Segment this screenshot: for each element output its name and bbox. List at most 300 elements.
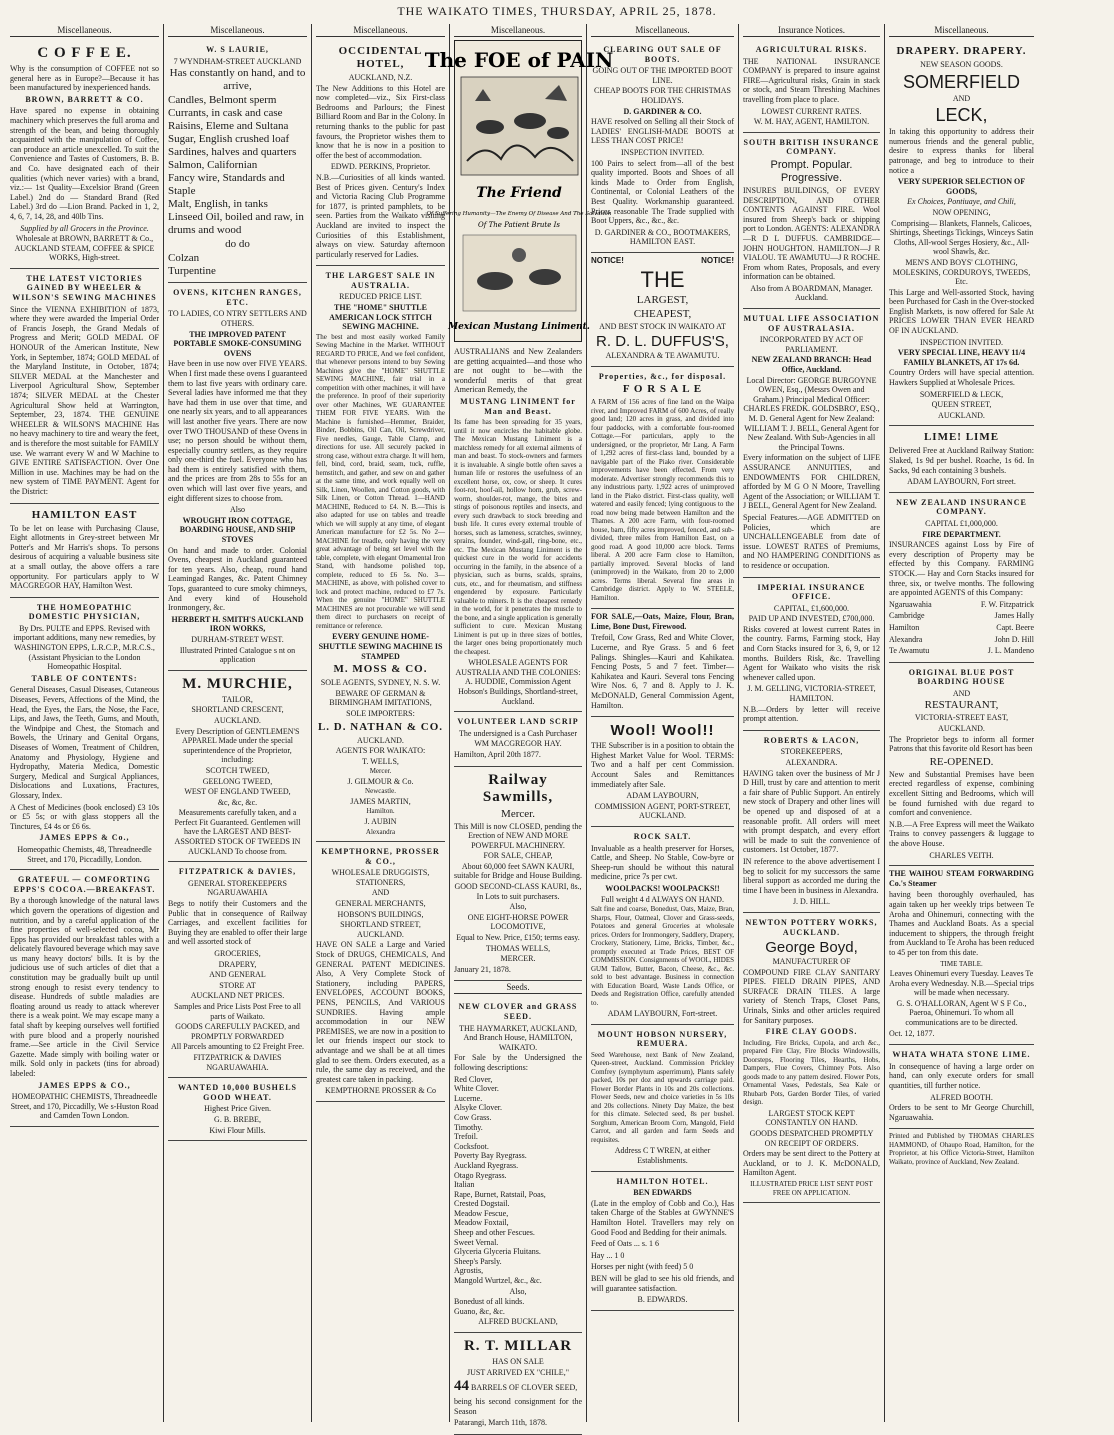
poster-line: Of Suffering Humanity—The Enemy Of Disease And The Salvation: [426, 211, 612, 217]
ad-name: D. GARDINER & CO.: [623, 106, 702, 116]
ad-body: Seed Warehouse, next Bank of New Zealand, Queen-street, Auckland. Commission Prickley Comfrey (symphytum asperrimum), Plants safely packed, 10s per doz and upwards carriage paid. Flower Border Plants in 10s and 20s collections. Flower Seeds, new and choice varieties in 5s 10s and 20s collections. Ninety Day Maize, the best for this climate. Selected seed, 8s per bushel. Sorghum, American Broom Corn, Mangold, Field Carrot, and all garden and farm Seeds and requisites.: [591, 1050, 734, 1144]
ad-title: CLEARING OUT SALE OF BOOTS.: [603, 45, 722, 64]
ad-body: Samples and Price Lists Post Free to all parts of Waikato.: [174, 1001, 301, 1021]
ad-title: ORIGINAL BLUE POST BOARDING HOUSE: [908, 667, 1015, 687]
ad-heading: RE-OPENED.: [929, 755, 994, 768]
ad-city: AUCKLAND, N.Z.: [348, 73, 413, 82]
kempthorne-ad: [316, 842, 445, 1102]
ad-heading: EVERY GENUINE HOME-SHUTTLE SEWING MACHINE IS STAMPED: [318, 632, 443, 661]
notice-left: NOTICE!: [591, 255, 624, 265]
ad-subtitle: GOING OUT OF THE IMPORTED BOOT LINE.: [592, 66, 733, 85]
ad-body: HAVE resolved on Selling all their Stock of LADIES' ENGLISH-MADE BOOTS at LESS THAN COST PRICE!: [591, 117, 734, 146]
agent-name: JAMES MARTIN,: [350, 796, 411, 806]
ad-sign: ADAM LAYBOURN, Fort-street.: [607, 1009, 718, 1019]
ad-title: VOLUNTEER LAND SCRIP: [457, 717, 579, 727]
list-item: do do: [225, 238, 250, 251]
ad-title: MUSTANG LINIMENT for Man and Beast.: [460, 396, 576, 416]
ad-title: DRAPERY. DRAPERY.: [896, 45, 1027, 57]
ad-sign: FITZPATRICK & DAVIES NGARUAWAHIA.: [193, 1052, 282, 1072]
ad-sign: THOMAS WELLS,: [485, 943, 551, 953]
ad-title: L. D. NATHAN & CO.: [317, 720, 444, 733]
ad-sign: D. GARDINER & CO., BOOTMAKERS, HAMILTON EAST.: [594, 227, 731, 247]
ad-body: Invaluable as a health preserver for Horses, Cattle, and Sheep. No Stable, Cow-byre or Sheep-run should be without this natural medicine, price 7s per cwt.: [591, 843, 734, 882]
ad-subtitle: CHEAP BOOTS FOR THE CHRISTMAS HOLIDAYS.: [594, 86, 731, 105]
agent-place: Alexandra: [365, 827, 396, 836]
ad-body: HAS ON SALE: [492, 1357, 544, 1366]
list-item: Rape, Burnet, Ratstail, Poas,: [454, 1189, 546, 1199]
ad-title: Wool! Wool!!: [610, 722, 715, 740]
ad-title: NEWTON POTTERY WORKS, AUCKLAND.: [745, 917, 878, 937]
ad-body: INSURES BUILDINGS, OF EVERY DESCRIPTION, AND OTHER CONTENTS AGAINST FIRE. Wool insured from Sheep's back or shipping port to London. AGENTS: ALEXANDRA—R D L DUFFUS. CAMBRIDGE—JOHN HOUGHTON. HAMILTON—J R VIALOU. TE AWAMUTU—J R ROCHE. From whom Rates, Proposals, and every information can be obtained.: [743, 185, 880, 282]
agent-place: Te Awamutu: [889, 646, 930, 656]
ad-trade: TAILOR,: [222, 694, 253, 704]
ad-name: BEN EDWARDS: [633, 1188, 692, 1198]
ad-title: ROBERTS & LACON,: [763, 735, 860, 745]
agricultural-risks-ad: [743, 40, 880, 133]
masthead: THE WAIKATO TIMES, THURSDAY, APRIL 25, 1878.: [397, 4, 717, 18]
ad-address: DURHAM-STREET WEST.: [191, 634, 284, 644]
ad-body: THE Subscriber is in a position to obtain the Highest Market Value for Wool. TERMS: Two and a half per cent Commission. Account Sales and Remittances immediately after Sale.: [591, 741, 734, 789]
column-5: [586, 24, 738, 1422]
wool-ad: [591, 717, 734, 827]
ad-body: N.B.—Orders by letter will receive prompt attention.: [743, 704, 880, 724]
ad-city: AUCKLAND.: [938, 410, 985, 420]
ad-body: Since the VIENNA EXHIBITION of 1873, where they were awarded the Imperial Order of Francis Joseph, the Grand Medals of Progress and Merit; GOLD MEDAL OF HONOUR of the American Institute, New York, in September, 1874; GOLD MEDAL of the Maryland Institute, in October, 1874; SILVER MEDAL at the Manchester and Liverpool Agricultural Show, September 1874; SILVER MEDAL at the Chester Agricultural Show held at Warrington, September, 23, 1874. THE GENUINE WHEELER & WILSON'S MACHINE Has no heavy machinery to tire and weary the feet, and is therefore the most suitable for FAMILY use. We warrant every W and W Machine to GIVE ENTIRE SATISFACTION. Over One Million in use. Machines may be had on the new system of TIME PAYMENT. Agent for the District:: [10, 304, 159, 496]
list-item: Sweet Vernal.: [454, 1237, 499, 1247]
imprint-text: Printed and Published by THOMAS CHARLES HAMMOND, of Ohaupo Road, Hamilton, for the Proprietor, at his Office Victoria-Street, Hamilton Waikato, province of Auckland, New Zealand.: [889, 1132, 1034, 1166]
largest-label: LARGEST,: [636, 294, 689, 307]
ad-address: THE HAYMARKET, AUCKLAND, And Branch House, HAMILTON, WAIKATO.: [459, 1023, 577, 1052]
table-row: [889, 646, 1034, 656]
column-heading: Miscellaneous.: [168, 24, 307, 37]
and-label: AND: [952, 688, 971, 698]
ad-name: HERBERT H. SMITH'S AUCKLAND IRON WORKS,: [171, 614, 304, 634]
ad-subtitle: WHOLESALE DRUGGISTS, STATIONERS,: [331, 868, 430, 887]
ovens-ad: [168, 283, 307, 671]
column-1: [6, 24, 163, 1422]
ad-heading: WROUGHT IRON COTTAGE, BOARDING HOUSE, AND SHIP STOVES: [179, 515, 296, 545]
agent-place: Hamilton: [889, 622, 920, 632]
price-line: Hay ... 1 0: [591, 1250, 625, 1260]
agent-place: Cambridge: [889, 611, 925, 621]
ad-body: Its fame has been spreading for 35 years, until it now encircles the habitable globe. The Mexican Mustang Liniment is a matchless remedy for all external ailments of man and beast. To stock-owners and farmers it is invaluable. A single bottle often saves a human life or restores the usefulness of an excellent horse, ox, cow, or sheep. It cures foot-rot, hoof-ail, hollow horn, grub, screw-worm, shoulder-rot, mange, the bites and stings of poisonous reptiles and insects, and every such drawback to stock breeding and bush life. It cures every external trouble of horses, such as lameness, scratches, swinney, sprains, founder, wind-gall, ring-bone, etc., etc. The Mexican Mustang Liniment is the quickest cure in the world for accidents occurring in the family, in the absence of a physician, such as burns, scalds, sprains, cuts, etc., and for rheumatism, and stiffness engendered by exposure. Particularly valuable to miners. It is the cheapest remedy in the world, for it penetrates the muscle to the bone, and a single application is generally sufficient to cure. Mexican Mustang Liniment is put up in three sizes of bottles, the larger ones being proportionately much the cheapest.: [454, 418, 582, 656]
agent-place: Newcastle.: [365, 787, 396, 796]
ad-body: Wholesale at BROWN, BARRETT & Co., AUCKLAND STEAM, COFFEE & SPICE WORKS, High-street.: [14, 234, 155, 263]
ad-body: AGENTS FOR WAIKATO:: [335, 746, 426, 756]
list-item: Bonedust of all kinds.: [454, 1297, 525, 1307]
agent-name: J. AUBIN: [364, 816, 397, 826]
price-line: Feed of Oats ... s. 1 6: [591, 1239, 659, 1249]
ad-body: In taking this opportunity to address their numerous friends and the general public, desire to express thanks for liberal patronage, and beg to introduce to their notice a: [889, 127, 1034, 175]
barrels-label: BARRELS OF CLOVER SEED,: [471, 1383, 578, 1393]
mutual-life-ad: [743, 309, 880, 577]
duffus-name: R. D. L. DUFFUS'S,: [596, 333, 729, 351]
section-heading: Seeds.: [454, 981, 582, 994]
ad-body: CAPITAL £1,000,000.: [925, 518, 998, 528]
imperial-insurance-ad: [743, 578, 880, 731]
ad-title: C O F F E E.: [37, 45, 132, 61]
column-heading: Miscellaneous.: [10, 24, 159, 37]
ad-address: COMMISSION AGENT, PORT-STREET, AUCKLAND.: [594, 801, 731, 821]
agent-name: T. WELLS,: [362, 756, 399, 766]
ad-body: Special Features.—AGE ADMITTED on Policies, which are UNCHALLENGEABLE from date of issue. LOWEST RATES of Premiums, and NO HAMPERING CONDITIONS as to residence or occupation.: [743, 512, 880, 570]
list-item: Agrostis,: [454, 1266, 484, 1276]
ad-body: Measurements carefully taken, and a Perfect Fit Guaranteed. Gentlemen will have the LARGEST AND BEST-ASSORTED STOCK OF TWEEDS IN AUCKLAND To choose from.: [174, 808, 301, 856]
ad-body: Supplied by all Grocers in the Province.: [20, 223, 149, 233]
ad-title: ROCK SALT.: [633, 831, 692, 841]
list-item: AUCKLAND NET PRICES.: [190, 991, 285, 1001]
whata-lime-ad: [889, 1045, 1034, 1129]
ad-subtitle: GENERAL STOREKEEPERS NGARUAWAHIA: [188, 878, 287, 898]
ad-title: TABLE OF CONTENTS:: [31, 673, 138, 683]
list-item: Turpentine: [168, 265, 216, 278]
ad-body: having been thoroughly overhauled, has again taken up her weekly trips between Te Aroha and Ohinemuri, connecting with the Thames and Auckland Boats. As a special inducement to shippers, the through freight from Auckland to Te Aroha has been reduced to 45 per ton from this date.: [889, 890, 1034, 957]
agent-place: Mercer.: [369, 767, 392, 776]
ad-title: OCCIDENTAL HOTEL,: [338, 45, 423, 70]
ad-body: All Parcels amounting to £2 Freight Free.: [170, 1042, 305, 1052]
ad-city: AUCKLAND.: [938, 724, 985, 734]
ad-body: IN reference to the above advertisement I beg to solicit for my successors the same liberal support as accorded me during the time I have been in business in Alexandra.: [743, 856, 880, 895]
ad-date: January 21, 1878.: [454, 964, 511, 974]
ad-body: Also,: [509, 902, 527, 912]
ad-body: Every information on the subject of LIFE ASSURANCE ANNUITIES, and ENDOWMENTS FOR CHILDREN, afforded by M G O N Moore, Travelling Agent of the Association; or WILLIAM T. J BELL, General Agent for New Zealand.: [743, 453, 880, 511]
table-row: [889, 635, 1034, 645]
ad-body: being his second consignment for the Season: [454, 1397, 582, 1416]
ad-body: Leaves Ohinemuri every Tuesday. Leaves Te Aroha every Wednesday. N.B.—Special trips will be made when necessary.: [889, 969, 1034, 998]
agent-place: Ngaruawahia: [889, 599, 932, 609]
laurie-ad: [168, 40, 307, 283]
murchie-ad: [168, 671, 307, 863]
ad-title: HAMILTON EAST: [31, 508, 138, 521]
ad-body: INSPECTION INVITED.: [919, 337, 1004, 347]
columns: [6, 24, 1108, 1428]
ad-sign: Also from A BOARDMAN, Manager. Auckland.: [750, 283, 873, 303]
hamilton-hotel-ad: [591, 1172, 734, 1311]
ad-sign: ADAM LAYBOURN,: [626, 791, 699, 801]
ad-body: Full weight 4 d ALWAYS ON HAND.: [601, 894, 724, 904]
ad-body: Orders may be sent direct to the Pottery at Auckland, or to J. K. McDONALD, Hamilton Agent.: [743, 1149, 880, 1178]
list-item: STORE AT: [219, 980, 256, 990]
ad-body: The undersigned is a Cash Purchaser: [459, 728, 577, 738]
ad-title: THE WAIHOU STEAM FORWARDING Co.'s Steamer: [889, 869, 1034, 888]
ad-title: FITZPATRICK & DAVIES,: [178, 867, 297, 877]
list-item: Trefoil.: [454, 1132, 478, 1142]
ad-body: The Proprietor begs to inform all former Patrons that this favorite old Resort has been: [889, 734, 1034, 754]
ad-title: JAMES EPPS & CO.,: [38, 1080, 131, 1090]
ad-body: THE NATIONAL INSURANCE COMPANY is prepared to insure against FIRE—Agricultural risks, Grain in stack or stock, and Steam Threshing Machines travelling from place to place.: [743, 56, 880, 104]
ad-trade: STOREKEEPERS,: [780, 747, 843, 757]
ad-body: The New Additions to this Hotel are now completed—viz., Six First-class Bedrooms and Parlours; the Finest Billiard Room and Bar in the Colony. In returning thanks to the public for past favours, the Proprietor wishes them to know that he is now in a position to offer the best of accommodation.: [316, 83, 445, 160]
ad-title: WANTED 10,000 BUSHELS GOOD WHEAT.: [177, 1083, 298, 1102]
list-item: Linseed Oil, boiled and raw, in drums and wood: [168, 211, 304, 237]
ad-sign: ADAM LAYBOURN, Fort street.: [907, 477, 1016, 487]
ad-body: A Chest of Medicines (book enclosed) £3 10s or £5 5s; or with glass stoppers all the Tinctures, £4 4s or £6 6s.: [10, 802, 159, 831]
land-scrip-ad: [454, 712, 582, 766]
list-item: Cow Grass.: [454, 1112, 492, 1122]
agent-name: James Hally: [994, 611, 1034, 621]
poster-product: Mexican Mustang Liniment.: [448, 322, 590, 332]
ad-sign: J. D. HILL.: [792, 897, 831, 907]
ad-heading: THE IMPROVED PATENT PORTABLE SMOKE-CONSUMING OVENS: [173, 329, 302, 358]
ad-title: THE LATEST VICTORIES GAINED BY WHEELER & WILSON'S SEWING MACHINES: [12, 273, 157, 303]
ad-body: HAVING taken over the business of Mr J D Hill, trust by care and attention to merit a fair share of Public Support. An entirely new stock of Drapery and other lines will be opened up and disposed of at a reasonable profit. All orders will meet with prompt despatch, and every effort will be made to suit the convenience of customers. 1st October, 1877.: [743, 768, 880, 855]
notice-row: [591, 256, 734, 266]
ad-trade: MANUFACTURER OF: [772, 957, 851, 967]
list-item: AND GENERAL: [209, 970, 266, 980]
ad-body: GOODS CAREFULLY PACKED, and PROMPTLY FORWARDED: [175, 1022, 300, 1041]
ad-body: [454, 1378, 582, 1395]
ad-sign: G. B. BREBE,: [214, 1114, 261, 1124]
ad-body: HOMEOPATHIC CHEMISTS, Threadneedle Street, and 170, Piccadilly, We s-Huston Road and Camden Town London.: [10, 1092, 159, 1121]
ad-body: BEWARE OF GERMAN & BIRMINGHAM IMITATIONS,: [329, 688, 432, 708]
ad-place: ALEXANDRA & TE AWAMUTU.: [605, 351, 720, 361]
ad-address: QUEEN STREET,: [931, 400, 992, 410]
ad-title: OVENS, KITCHEN RANGES, ETC.: [173, 288, 302, 307]
ad-address: VICTORIA-STREET EAST,: [914, 713, 1009, 723]
list-item: Timothy.: [454, 1122, 483, 1132]
ad-title: LIME! LIME: [923, 431, 1000, 444]
list-item: GROCERIES,: [214, 949, 261, 958]
list-item: Sugar, English crushed loaf: [168, 133, 290, 146]
ad-body: Delivered Free at Auckland Railway Station: Slaked, 1s 9d per bushel. Roache, 1s 6d. In Sacks, 9d each containing 3 bushels.: [889, 446, 1034, 475]
list-item: DRAPERY,: [218, 959, 257, 969]
ad-body: On hand and made to order. Colonial Ovens, cheapest in Auckland guaranteed for ten years. Also, cheap, round hand Leamingad Ranges, &c. Patent Chimney Tops, guaranteed to cure smoky chimneys, And every kind of Household Ironmongery, &c.: [168, 545, 307, 613]
ad-sign: Address C T WREN, at either Establishments.: [614, 1146, 711, 1165]
ad-city: AUCKLAND.: [214, 715, 261, 725]
column-3: [311, 24, 449, 1422]
ad-body: By Drs. PULTE and EPPS. Revised with important additions, many new remedies, by WASHINGTON EPPS, L.R.C.P., M.R.C.S., (Assistant Physician to the London Homeopathic Hospital.: [13, 623, 156, 672]
ad-body: CAPITAL, £1,600,000.: [773, 603, 850, 613]
ad-body: Begs to notify their Customers and the Public that in consequence of Railway Carriages, and excellent facilities for Buying they are enabled to offer their large and well assorted stock of: [168, 899, 307, 947]
ad-body: INSPECTION INVITED.: [620, 147, 705, 157]
ad-heading: WOOLPACKS! WOOLPACKS!!: [605, 883, 720, 893]
waihou-steam-ad: [889, 866, 1034, 1045]
seeds-ad: [454, 997, 582, 1333]
ad-body: N.B.—A Free Express will meet the Waikato Trains to convey passengers & luggage to the above House.: [889, 819, 1034, 848]
ad-sign: EDWD. PERKINS, Proprietor.: [330, 162, 431, 172]
imprint: [889, 1129, 1034, 1172]
ad-body: By a thorough knowledge of the natural laws which govern the operations of digestion and nutrition, and by a careful application of the fine properties of well-selected cocoa, Mr Epps has provided our breakfast tables with a delicately flavoured beverage which may save us many heavy doctors' bills. It is by the judicious use of such articles of diet that a constitution may be gradually built up until strong enough to resist every tendency to disease. Hundreds of subtle maladies are floating around us ready to attack wherever there is a weak point. We may escape many a fatal shaft by keeping ourselves well fortified with pure blood and a properly nourished frame.—See article in the Civil Service Gazette. Made simply with boiling water or milk. Sold only in packets (tins for abroad) labeled:: [10, 896, 159, 1078]
epps-cocoa-ad: [10, 870, 159, 1127]
list-item: Glyceria Glyceria Fluitans.: [454, 1247, 541, 1257]
ad-body: SOLE AGENTS, SYDNEY, N. S. W.: [320, 678, 441, 688]
coffee-ad: [10, 40, 159, 269]
home-shuttle-ad: [316, 266, 445, 842]
ad-body: GOOD SECOND-CLASS KAURI, 8s., In Lots to suit purchasers.: [454, 882, 582, 901]
list-item: Also,: [509, 1286, 527, 1296]
ad-subtitle: NEW SEASON GOODS.: [920, 60, 1003, 69]
list-item: Sardines, halves and quarters: [168, 146, 297, 159]
ad-title: AGRICULTURAL RISKS.: [755, 45, 868, 54]
ad-title: MOUNT HOBSON NURSERY, REMUERA.: [597, 1029, 728, 1049]
ad-title: JAMES EPPS & Co.,: [39, 833, 130, 843]
ad-title: F O R S A L E: [622, 383, 703, 396]
agent-name: Capt. Beere: [996, 622, 1034, 632]
column-heading: Miscellaneous.: [316, 24, 445, 37]
ad-body: HOBSON'S BUILDINGS,: [337, 909, 424, 919]
ad-body: AND: [371, 888, 390, 898]
ad-sign: B. EDWARDS.: [637, 1295, 688, 1305]
ad-subtitle: REDUCED PRICE LIST.: [339, 292, 422, 302]
ad-body: Equal to New. Price, £150; terms easy.: [456, 933, 580, 943]
duffus-ad: [591, 253, 734, 367]
ad-sign: G. S. O'HALLORAN, Agent W S F Co., Paeroa, Ohinemuri. To whom all communications are to be directed.: [896, 998, 1027, 1027]
ad-body: INSURANCES against Loss by Fire of every description of Property may be effected by this Company. FARMING STOCK.— Hay and Corn Stacks insured for three, six, or twelve months. The following are appointed AGENTS of this Company:: [889, 540, 1034, 598]
list-item: SCOTCH TWEED,: [205, 765, 270, 775]
column-6: [738, 24, 884, 1422]
gardiner-boots-ad: [591, 40, 734, 253]
list-item: White Clover.: [454, 1084, 499, 1094]
ad-body: Also: [229, 505, 246, 515]
ad-date: Patarangi, March 11th, 1878.: [454, 1418, 548, 1428]
ad-body: 100 Pairs to select from—all of the best quality imported. Boots and Shoes of all kinds Made to Order from English, Continental, or Colonial Leathers of the Best Quality. Workmanship guaranteed. Prices reasonable The Trade supplied with Boot Uppers, &c., &c., &c.: [591, 158, 734, 226]
ad-body: Salt fine and coarse, Bonedust, Oats, Maize, Bran, Sharps, Flour, Oatmeal, Clover and Grass-seeds, Potatoes and general Groceries at wholesale prices. Orders for Ironmongery, Saddlery, Drapery, Crockery, Stationery, Lime, Bricks, Timber, &c., promptly executed at Trade Prices, BEST OF COMMISSION. Consignments of WOOL, HIDES GUM Tallow, Butter, Bacon, Cheese, &c., &c. sold to best advantage. Business in connection with Education Board, Waste Lands Office, or Deeds and Registration Office, carefully attended to.: [591, 905, 734, 1007]
ad-title: FIRE CLAY GOODS.: [765, 1027, 858, 1037]
ad-title: IMPERIAL INSURANCE OFFICE.: [757, 582, 866, 602]
ad-place: ALEXANDRA.: [785, 758, 838, 767]
south-british-ad: [743, 133, 880, 309]
column-heading: Insurance Notices.: [743, 24, 880, 37]
poster-line: Of The Patient Brute Is: [478, 221, 560, 229]
ad-subtitle: TO LADIES, CO NTRY SETTLERS AND OTHERS.: [168, 309, 307, 328]
list-item: Meadow Foxtail,: [454, 1218, 509, 1228]
ad-heading: THE "HOME" SHUTTLE AMERICAN LOCK STITCH SEWING MACHINE.: [329, 303, 432, 332]
ad-place: Kiwi Flour Mills.: [209, 1125, 266, 1135]
ad-body: Ex Choices, Pontiuaye, and Chili,: [907, 197, 1016, 207]
hamilton-east-ad: [10, 504, 159, 598]
ad-address: 7 WYNDHAM-STREET AUCKLAND: [173, 56, 302, 66]
list-item: Cocksfoot.: [454, 1141, 489, 1151]
list-item: &c, &c, &c.: [217, 797, 258, 807]
seeds-list: [454, 1075, 582, 1317]
ad-date: Oct. 12, 1877.: [889, 1028, 935, 1038]
ad-body: Have spared no expense in obtaining machinery which preserves the full aroma and strength of the bean, and being thoroughly acquainted with the manipulation of Coffee, can produce an article unexcelled. To suit the Convenience and Tastes of Customers, B. B. and Co. have designated each of their qualities (which never varies) with a brand, viz.:— 1st Quality—Excelsior Brand (Green Label.) 2nd do — Standard Brand (Red Label.) 3rd do —Lion Brand. Packed in 1, 2, 4, 6, 7, 14, 28, and 40lb Tins.: [10, 106, 159, 221]
lime-ad: [889, 426, 1034, 492]
ad-address: SHORTLAND STREET, AUCKLAND.: [340, 920, 421, 939]
ad-body: Trefoil, Cow Grass, Red and White Clover, Lucerne, and Rye Grass. 5 and 6 feet Palings. Shingles—Kauri and Kahikatea. Fencing Posts, 5 and 7 feet. Timber—Kahikatea and Kauri. Several tons Fencing Wire Nos. 6, 7 and 8. Apply to J. K. McDONALD, General Commission Agent, Hamilton.: [591, 633, 734, 710]
ad-date: Hamilton, April 20th 1877.: [454, 749, 541, 759]
mustang-liniment-ad: [454, 344, 582, 712]
ad-body: This Large and Well-assorted Stock, having been Purchased for Cash in the Over-stocked English Markets, is now offered for Sale At PRICES LOWER THAN EVER HEARD OF IN AUCKLAND.: [889, 287, 1034, 336]
list-item: Red Clover,: [454, 1074, 493, 1084]
ad-body: Has constantly on hand, and to arrive,: [169, 67, 306, 93]
ad-agents: WHOLESALE AGENTS FOR AUSTRALIA AND THE COLONIES: A. HUDDIE, Commission Agent Hobson's Buildings, Shortland-street, Auckland.: [455, 658, 581, 706]
ad-subtitle: GENERAL MERCHANTS,: [335, 899, 426, 909]
poster-title: The FOE of PAIN: [424, 48, 614, 72]
list-item: Alsyke Clover.: [454, 1103, 502, 1113]
ad-title: THE HOMEOPATHIC DOMESTIC PHYSICIAN,: [28, 602, 141, 622]
agent-place: Alexandra: [889, 634, 923, 644]
ad-body: AUSTRALIANS and New Zealanders are getting acquainted—and those who are not ought to be—with the wonderful merits of that great American Remedy, the: [454, 347, 582, 395]
ad-sign: CHARLES VEITH.: [929, 850, 994, 860]
list-item: Meadow Fescue,: [454, 1208, 509, 1218]
ad-title: GRATEFUL — COMFORTING EPPS'S COCOA.—BREAKFAST.: [13, 875, 156, 894]
list-item: Italian: [454, 1180, 475, 1190]
ad-body: PAID UP AND INVESTED, £700,000.: [748, 614, 875, 624]
the-label: THE: [640, 267, 685, 293]
ad-title: M. MURCHIE,: [182, 675, 293, 692]
ad-sign: J. M. GELLING, VICTORIA-STREET, HAMILTON.: [747, 684, 876, 704]
fitzpatrick-davies-ad: [168, 862, 307, 1078]
ad-sign: ALFRED BOOTH.: [930, 1092, 993, 1102]
list-item: Sheep's Parsly.: [454, 1256, 502, 1266]
ad-body: Why is the consumption of COFFEE not so general here as in Europe?—Because it has been manufactured by inexperienced hands.: [10, 64, 159, 93]
table-row: [889, 623, 1034, 633]
ad-title: NEW CLOVER and GRASS SEED.: [458, 1002, 578, 1021]
ad-place: Mercer.: [501, 807, 535, 820]
list-item: Otago Ryegrass.: [454, 1170, 507, 1180]
ad-body: Highest Price Given.: [204, 1104, 271, 1114]
ad-heading: FIRE DEPARTMENT.: [922, 529, 1001, 539]
goods-list: [168, 94, 307, 278]
ad-title: Railway Sawmills,: [482, 771, 554, 805]
list-item: Malt, English, in tanks: [168, 198, 268, 211]
ad-sign: W. M. HAY, AGENT, HAMILTON.: [753, 117, 870, 127]
list-item: Sheep and other Fescues.: [454, 1228, 535, 1238]
price-line: Horses per night (with feed) 5 0: [591, 1262, 694, 1272]
list-item: Colzan: [168, 252, 200, 265]
millar-ad: [454, 1333, 582, 1435]
column-heading: Miscellaneous.: [591, 24, 734, 37]
railway-sawmills-ad: [454, 767, 582, 982]
notice-right: NOTICE!: [701, 255, 734, 265]
ad-body: (Late in the employ of Cobb and Co.), Has taken Charge of the Stables at GWYNNE'S Hamilton Hotel. Travellers may rely on Good Food and Bedding for their animals.: [591, 1198, 734, 1237]
ad-body: Comprising— Blankets, Flannels, Calicoes, Shirtings, Sheetings Tickings, Winceys Satin Cloths, All-wool Serges Hosiery, &c., All-wool Shawls, &c.: [889, 218, 1034, 257]
list-item: Raisins, Eleme and Sultana: [168, 120, 289, 133]
ad-body: Country Orders will have special attention. Hawkers Supplied at Wholesale Prices.: [889, 368, 1034, 388]
rock-salt-ad: [591, 827, 734, 1025]
list-item: Currants, in cask and case: [168, 107, 283, 120]
properties-ad: [591, 367, 734, 610]
leck-name: LECK,: [935, 105, 988, 126]
ad-motto: Prompt. Popular. Progressive.: [770, 158, 853, 184]
column-7: [884, 24, 1038, 1422]
ad-body: The best and most easily worked Family Sewing Machine in the Market. WITHOUT REGARD TO PRICE, And we feel confident, that whenever persons intend to buy Sewing Machines give the "HOME" SHUTTLE SEWING MACHINE, fair trial in a competition with other machines, it will have the preference. In proof of their superiority over other Machines, WE GUARANTEE THEM FOR FIVE YEARS. With the Machine is furnished—Hemmer, Braider, Binder, Bobbins, Oil Can, Oil, Screwdriver, Five needles, Gauge, Table Clamp, and directions for use. All securely packed in strong case, without extra charge. It will hem, fell, bind, cord, braid, seam, tuck, ruffle, hemstitch, and gather, and sew on and gather at the same time, and work equally well on Silk, Linen, Woollen, and Cotton goods, with Silk Linen, or Cotton Thread. 1—HAND MACHINE, Reduced to £4. N. B.—This is also adapted for use on tables and treadle which we will supply at any time, of elegant American manufacture for £2 5s. No 2—MACHINE for treadle, only having the very great advantage of being set level with the table, complete, with elegant Ornamental Iron Stand, with handsome polished top, complete, reduced to £6 5s. No. 3—MACHINE, as above, with polished cover to lock and protect machine, reduced to £7 7s. When the genuine "HOME" SHUTTLE MACHINES are not procurable we will send them direct to purchasers on receipt of remittance or reference.: [316, 332, 445, 630]
ad-sign: WM MACGREGOR HAY.: [474, 739, 562, 749]
ad-title: M. MOSS & CO.: [333, 663, 428, 676]
ad-sign: KEMPTHORNE PROSSER & Co: [325, 1086, 436, 1096]
ad-body: Every Description of GENTLEMEN'S APPAREL Made under the special superintendence of the Proprietor, including:: [175, 726, 300, 765]
column-heading: Miscellaneous.: [889, 24, 1034, 37]
ad-body: Local Director: GEORGE BURGOYNE OWEN, Esq., (Messrs Owen and Graham.) Principal Medical Officer: CHARLES FREDK. GOLDSBRO', ESQ., M. D. General Agent for New Zealand: WILLIAM T. J. BELL, General Agent for New Zealand. With Sub-Agencies in all the Principal Towns.: [743, 375, 880, 452]
ad-title: W. S LAURIE,: [206, 45, 269, 54]
ad-body: About 60,000 feet SAWN KAURI, suitable for Bridge and House Building.: [454, 861, 582, 881]
ad-title: THE LARGEST SALE IN AUSTRALIA.: [325, 271, 436, 290]
agent-name: John D. Hill: [994, 634, 1034, 644]
list-item: Crested Dogstail.: [454, 1199, 510, 1209]
poster-friend: The Friend: [476, 185, 562, 201]
list-item: WEST OF ENGLAND TWEED,: [184, 787, 291, 797]
ad-body: Risks covered at lowest current Rates in the country. Farms, Farming stock, Hay and Corn Stacks insured for 3, 6, 9, or 12 months. Builders Risk, &c. Travelling Agent for Waikato who visits the risk whenever called upon.: [743, 624, 880, 682]
ad-title: MUTUAL LIFE ASSOCIATION OF AUSTRALASIA.: [743, 314, 880, 333]
agents-table: [889, 600, 1034, 656]
list-item: Poverty Bay Ryegrass.: [454, 1151, 527, 1161]
ad-body: AND BEST STOCK IN WAIKATO AT: [599, 322, 726, 332]
ad-sign: ALFRED BUCKLAND,: [478, 1317, 558, 1327]
ad-title: WHATA WHATA STONE LIME.: [892, 1050, 1031, 1060]
nursery-ad: [591, 1025, 734, 1172]
list-item: Candles, Belmont sperm: [168, 94, 277, 107]
list-item: Mangold Wurtzel, &c., &c.: [454, 1276, 542, 1286]
list-item: Lucerne.: [454, 1093, 483, 1103]
ad-place: MERCER.: [500, 954, 536, 964]
wheeler-wilson-ad: [10, 269, 159, 504]
agent-place: Hamilton.: [366, 807, 395, 816]
ad-body: ILLUSTRATED PRICE LIST SENT POST FREE ON APPLICATION.: [750, 1180, 873, 1197]
ad-title: FOR SALE,—Oats, Maize, Flour, Bran, Lime, Bone Dust, Firewood.: [591, 612, 734, 631]
table-row: [889, 611, 1034, 621]
ad-title: KEMPTHORNE, PROSSER & CO.,: [321, 847, 440, 866]
